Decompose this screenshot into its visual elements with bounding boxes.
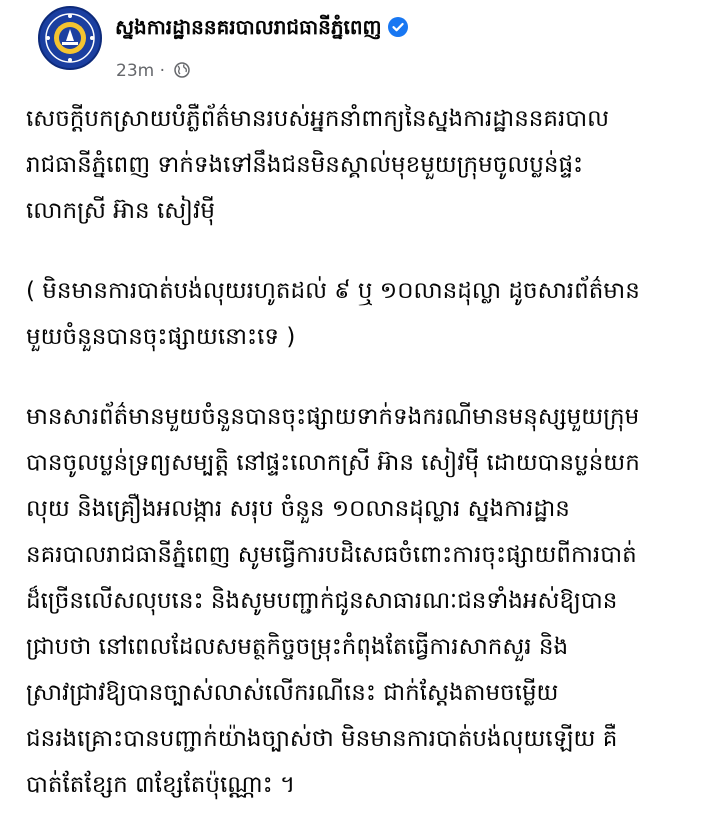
post-note xyxy=(26,268,686,360)
post-body-line: បាត់តែខ្សែក ៣ខ្សែតែប៉ុណ្ណោះ ។ xyxy=(26,772,296,798)
post-body-line: ដ៏ច្រើនលើសលុបនេះ និងសូមបញ្ជាក់ជូនសាធារណៈជនទាំងអស់ឱ្យបាន xyxy=(26,588,618,614)
post-meta xyxy=(116,61,190,81)
post-paragraph xyxy=(26,394,686,808)
post-header xyxy=(38,6,698,86)
post-body-line: បានចូលប្លន់ទ្រព្យសម្បត្តិ នៅផ្ទះលោកស្រី អ៊ាន សៀវម៉ី ដោយបានប្លន់យក xyxy=(26,450,640,476)
globe-icon[interactable] xyxy=(174,62,190,78)
verified-badge-icon xyxy=(388,17,408,37)
post-title-line: រាជធានីភ្នំពេញ ទាក់ទងទៅនឹងជនមិនស្គាល់មុខមួយក្រុមចូលប្លន់ផ្ទះ xyxy=(26,152,584,178)
post-body-line: នគរបាលរាជធានីភ្នំពេញ សូមធ្វើការបដិសេធចំពោះការចុះផ្សាយពីការបាត់ xyxy=(26,542,637,568)
police-emblem-icon xyxy=(40,8,100,68)
post-title xyxy=(26,96,686,234)
post-body-line: លុយ និងគ្រឿងអលង្ការ សរុប ចំនួន ១០លានដុល្លារ ស្នងការដ្ឋាន xyxy=(26,496,570,522)
post-note-line: ( មិនមានការបាត់បង់លុយរហូតដល់ ៩ ឬ ១០លានដុល្លា ដូចសារព័ត៌មាន xyxy=(26,278,640,304)
post-title-line: សេចក្ដីបកស្រាយបំភ្លឺព័ត៌មានរបស់អ្នកនាំពាក្យនៃស្នងការដ្ឋាននគរបាល xyxy=(26,106,610,132)
page-name[interactable]: ស្នងការដ្ឋាននគរបាលរាជធានីភ្នំពេញ xyxy=(115,15,382,39)
post-body-line: មានសារព័ត៌មានមួយចំនួនបានចុះផ្សាយទាក់ទងករណីមានមនុស្សមួយក្រុម xyxy=(26,404,640,430)
post-note-line: មួយចំនួនបានចុះផ្សាយនោះទេ ) xyxy=(26,324,296,350)
post-title-line: លោកស្រី អ៊ាន សៀវម៉ី xyxy=(26,198,215,224)
meta-separator: · xyxy=(159,61,166,81)
post-body-line: ស្រាវជ្រាវឱ្យបានច្បាស់លាស់លើករណីនេះ ជាក់ស្ដែងតាមចម្លើយ xyxy=(26,680,559,706)
post-body xyxy=(26,96,686,808)
page-name-row[interactable] xyxy=(115,14,408,44)
post-body-line: ជនរងគ្រោះបានបញ្ជាក់យ៉ាងច្បាស់ថា មិនមានការបាត់បង់លុយឡើយ គឺ xyxy=(26,726,618,752)
post-body-line: ជ្រាបថា នៅពេលដែលសមត្ថកិច្ចចម្រុះកំពុងតែធ្វើការសាកសួរ និង xyxy=(26,634,569,660)
page-avatar[interactable] xyxy=(38,6,102,70)
post-timestamp[interactable]: 23m xyxy=(116,61,155,81)
